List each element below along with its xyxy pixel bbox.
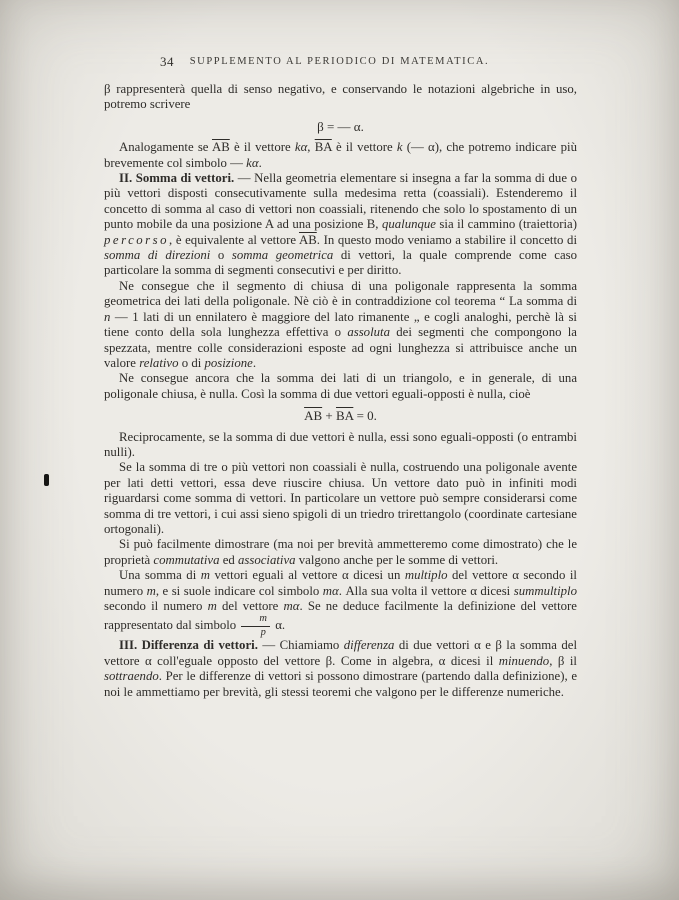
page-number: 34 (160, 54, 174, 69)
fraction: $\frac{m}{p}$ (241, 614, 270, 638)
paragraph: Analogamente se $\overline{AB}$ è il vettore kα, $\overline{BA}$ è il vettore k (— α), che potremo indicare più brevemente col simbolo — kα. (104, 140, 577, 170)
formula: β = — α. (317, 118, 364, 134)
paragraph: III. Differenza di vettori. — Chiamiamo differenza di due vettori α e β la somma del vettore α coll'eguale opposto del vettore β. Come in algebra, α dicesi il minuendo, β il sottraendo. Per le differenze di vettori si possono dimostrare (partendo dalla definizione), e noi le ammettiamo per brevità, gli stessi teoremi che valgono per le differenze numeriche. (104, 638, 578, 699)
paragraph: Una somma di m vettori eguali al vettore α dicesi un multiplo del vettore α secondo il numero m, e si suole indicare col simbolo mα. Alla sua volta il vettore α dicesi summultiplo secondo il numero m del vettore mα. Se ne deduce facilmente la definizione del vettore rappresentato dal simbolo $\frac{m}{p}$ α. (104, 568, 578, 638)
running-header (0, 56, 679, 67)
paragraph: Si può facilmente dimostrare (ma noi per brevità ammetteremo come dimostrato) che le proprietà commutativa ed associativa valgono anche per le somme di vettori. (104, 537, 577, 567)
paragraph: Se la somma di tre o più vettori non coassiali è nulla, costruendo una poligonale avente per lati detti vettori, essa deve riuscire chiusa. Un vettore dato può in infiniti modi riguardarsi come somma di vettori. In particolare un vettore può sempre considerarsi come somma di tre vettori, i cui assi sieno spigoli di un triedro trirettangolo (coordinate cartesiane ortogonali). (104, 460, 577, 536)
page-body-text (104, 82, 577, 700)
ink-mark (44, 474, 49, 486)
journal-title: SUPPLEMENTO AL PERIODICO DI MATEMATICA. (189, 56, 490, 67)
formula: $\overline{AB} + \overline{BA} = 0$. (304, 408, 377, 424)
paragraph: β rappresenterà quella di senso negativo, e conservando le notazioni algebriche in uso, potremo scrivere (104, 82, 577, 112)
paragraph: Ne consegue che il segmento di chiusa di una poligonale rappresenta la somma geometrica dei lati della poligonale. Nè ciò è in contraddizione col teorema “ La somma di n — 1 lati di un ennilatero è maggiore del lato rimanente „ e cogli analoghi, perchè là si tiene conto della sola lunghezza effettiva o assoluta dei segmenti che compongono la spezzata, mentre colle considerazioni esposte ad ogni lunghezza si attribuisce anche un valore relativo o di posizione. (104, 278, 577, 370)
paragraph: Ne consegue ancora che la somma dei lati di un triangolo, e in generale, di una poligonale chiusa, è nulla. Così la somma di due vettori eguali-opposti è nulla, cioè (104, 371, 577, 401)
paragraph: Reciprocamente, se la somma di due vettori è nulla, essi sono eguali-opposti (o entrambi nulli). (104, 429, 577, 459)
paragraph: II. Somma di vettori. — Nella geometria elementare si insegna a far la somma di due o più vettori disposti consecutivamente sulla medesima retta (coassiali). Estenderemo il concetto di somma al caso di vettori non coassiali, ritenendo che solo lo spostamento di un punto mobile da una posizione A ad una posizione B, qualunque sia il cammino (traiettoria) percorso, è equivalente al vettore $\overline{AB}$. In questo modo veniamo a stabilire il concetto di somma di direzioni o somma geometrica di vettori, la quale comprende come caso particolare la somma di segmenti consecutivi e per diritto. (104, 171, 578, 278)
